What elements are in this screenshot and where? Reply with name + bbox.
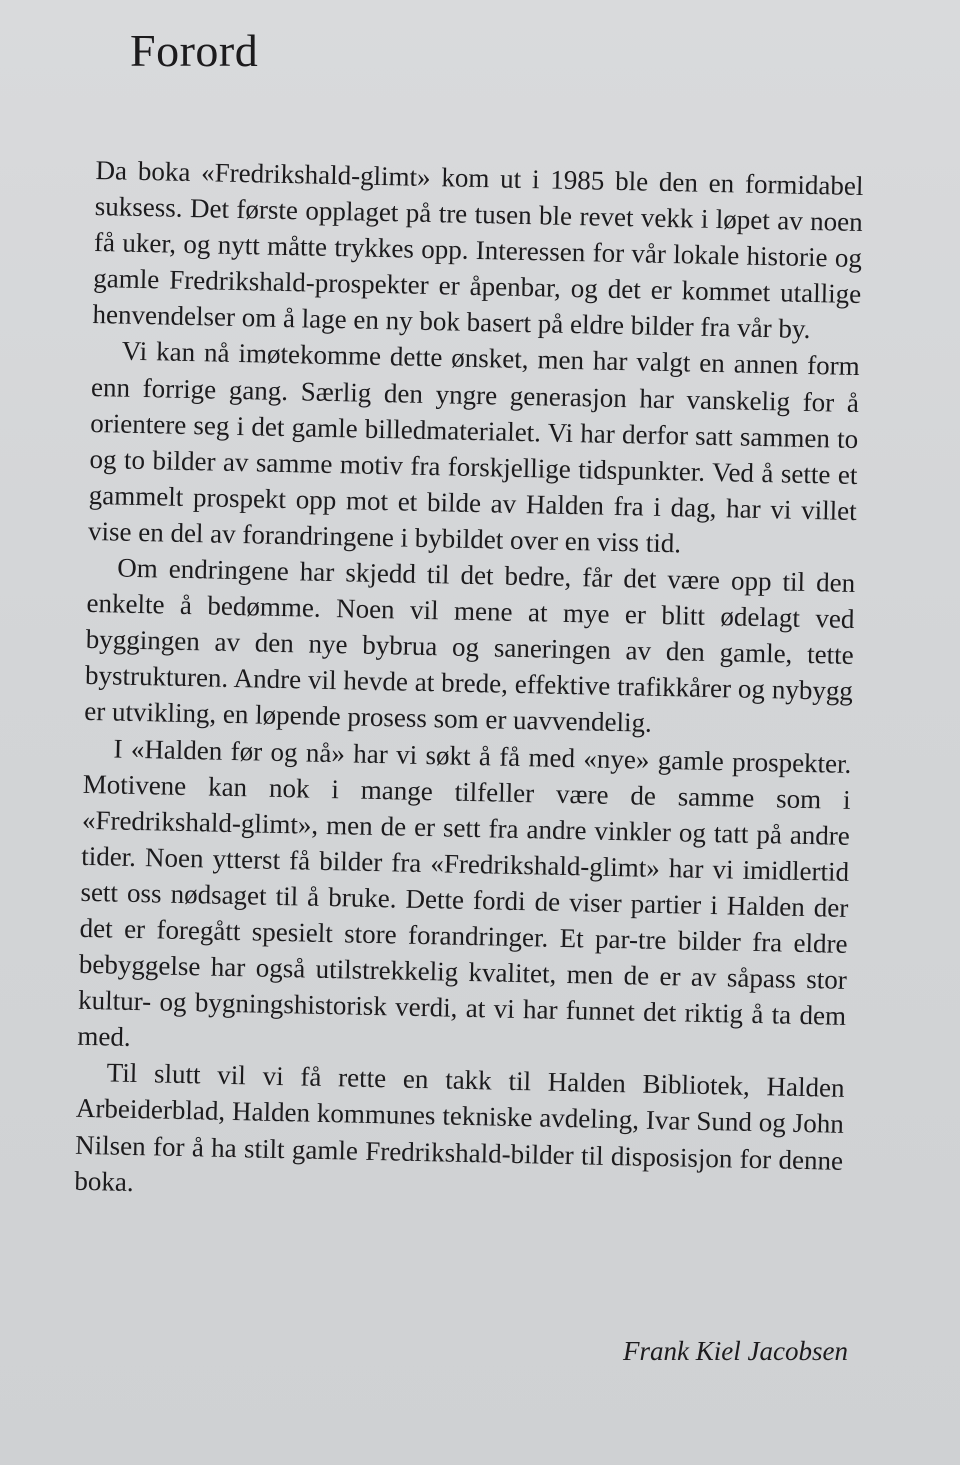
author-signature: Frank Kiel Jacobsen — [623, 1336, 848, 1366]
page-title: Forord — [130, 25, 259, 76]
paragraph-2: Vi kan nå imøtekomme dette ønsket, men har valgt en annen form enn forrige gang. Særlig den yngre generasjon har vanskelig for å orientere seg i det gamle billedmaterialet. Vi har derfor satt sammen to og to bilder av samme motiv fra forskjellige tidspunkter. Ved å sette et gammelt prospekt opp mot et bilde av Halden fra i dag, har vi villet vise en del av forandringene i bybildet over en viss tid. — [87, 336, 860, 559]
paragraph-4: I «Halden før og nå» har vi søkt å få med «nye» gamle prospekter. Motivene kan nok i mange tilfeller være de samme som i «Fredrikshald-glimt», men de er sett fra andre vinkler og tatt på andre tider. Noen ytterst få bilder fra «Fredrikshald-glimt» har vi imidlertid sett oss nødsaget til å bruke. Dette fordi de viser partier i Halden der det er foregått spesielt store forandringer. Et par-tre bilder fra eldre bebyggelse har også utilstrekkelig kvalitet, men de er av såpass stor kultur- og bygningshistorisk verdi, at vi har funnet det riktig å ta dem med. — [77, 733, 852, 1053]
paragraph-1: Da boka «Fredrikshald-glimt» kom ut i 1985 ble den en formidabel suksess. Det første opplaget på tre tusen ble revet vekk i løpet av noen få uker, og nytt måtte trykkes opp. Interessen for vår lokale historie og gamle Fredrikshald-prospekter er åpenbar, og det er kommet utallige henvendelser om å lage en ny bok basert på eldre bilder fra vår by. — [92, 154, 864, 345]
preface-body — [74, 152, 864, 1215]
paragraph-5: Til slutt vil vi få rette en takk til Halden Bibliotek, Halden Arbeiderblad, Halden kommunes tekniske avdeling, Ivar Sund og John Nilsen for å ha stilt gamle Fredrikshald-bilder til disposisjon for denne boka. — [74, 1057, 845, 1197]
paragraph-3: Om endringene har skjedd til det bedre, får det være opp til den enkelte å bedømme. Noen vil mene at mye er blitt ødelagt ved byggingen av den nye bybrua og saneringen av den gamle, tette bystrukturen. Andre vil hevde at brede, effektive trafikkårer og nybygg er utvikling, en løpende prosess som er uavvendelig. — [83, 552, 856, 739]
